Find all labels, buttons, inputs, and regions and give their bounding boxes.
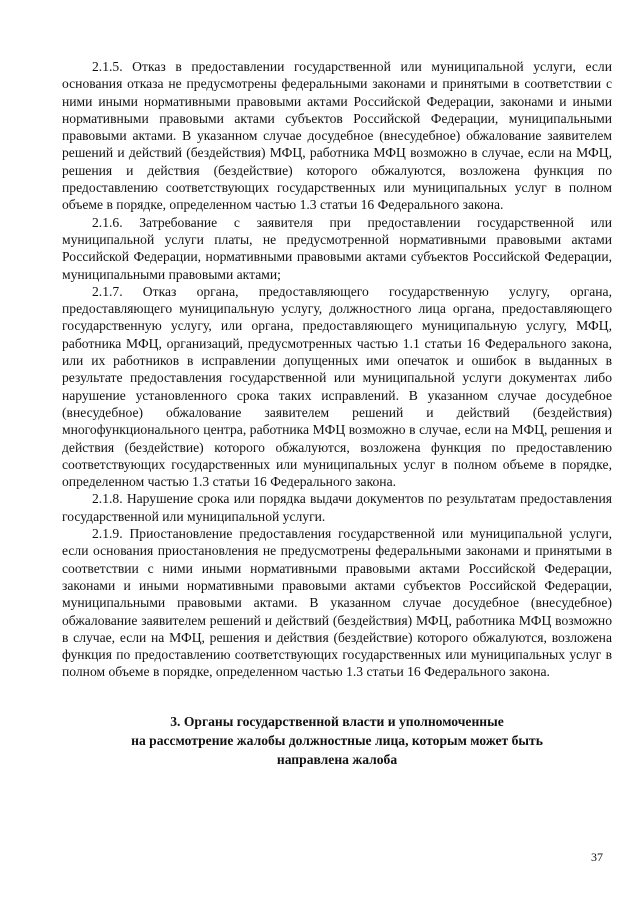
section-heading-line-1: 3. Органы государственной власти и уполномоченные [170,713,504,729]
paragraph-2-1-8: 2.1.8. Нарушение срока или порядка выдачи документов по результатам предоставления государственной или муниципальной услуги. [62,491,612,524]
paragraph-2-1-5: 2.1.5. Отказ в предоставлении государственной или муниципальной услуги, если основания отказа не предусмотрены федеральными законами и принятыми в соответствии с ними иными нормативными правовыми актами Российской Федерации, законами и иными нормативными правовыми актами субъектов Российской Федерации, муниципальными правовыми актами. В указанном случае досудебное (внесудебное) обжалование заявителем решений и действий (бездействия) МФЦ, работника МФЦ возможно в случае, если на МФЦ, решения и действия (бездействие) которого обжалуются, возложена функция по предоставлению соответствующих государственных или муниципальных услуг в полном объеме в порядке, определенном частью 1.3 статьи 16 Федерального закона. [62,59,612,213]
section-heading-line-3: направлена жалоба [276,751,398,767]
page-number: 37 [591,850,603,864]
paragraph-2-1-9: 2.1.9. Приостановление предоставления государственной или муниципальной услуги, если основания приостановления не предусмотрены федеральными законами и принятыми в соответствии с ними иными нормативными правовыми актами Российской Федерации, законами и иными нормативными правовыми актами субъектов Российской Федерации, муниципальными правовыми актами. В указанном случае досудебное (внесудебное) обжалование заявителем решений и действий (бездействия) МФЦ, работника МФЦ возможно в случае, если на МФЦ, решения и действия (бездействие) которого обжалуются, возложена функция по предоставлению соответствующих государственных или муниципальных услуг в полном объеме в порядке, определенном частью 1.3 статьи 16 Федерального закона. [62,526,612,680]
section-heading [62,712,612,769]
section-heading-line-2: на рассмотрение жалобы должностные лица, которым может быть [131,732,543,748]
document-page [62,58,612,769]
paragraph-2-1-7: 2.1.7. Отказ органа, предоставляющего государственную услугу, органа, предоставляющего муниципальную услугу, должностного лица органа, предоставляющего государственную услугу, или органа, предоставляющего муниципальную услугу, МФЦ, работника МФЦ, организаций, предусмотренных частью 1.1 статьи 16 Федерального закона, или их работников в исправлении допущенных ими опечаток и ошибок в выданных в результате предоставления государственной или муниципальной услуги документах либо нарушение установленного срока таких исправлений. В указанном случае досудебное (внесудебное) обжалование заявителем решений и действий (бездействия) многофункционального центра, работника МФЦ возможно в случае, если на МФЦ, решения и действия (бездействие) которого обжалуются, возложена функция по предоставлению соответствующих государственных или муниципальных услуг в полном объеме в порядке, определенном частью 1.3 статьи 16 Федерального закона. [62,283,612,490]
paragraph-2-1-6: 2.1.6. Затребование с заявителя при предоставлении государственной или муниципальной услуги платы, не предусмотренной нормативными правовыми актами Российской Федерации, нормативными правовыми актами субъектов Российской Федерации, муниципальными правовыми актами; [62,214,612,282]
